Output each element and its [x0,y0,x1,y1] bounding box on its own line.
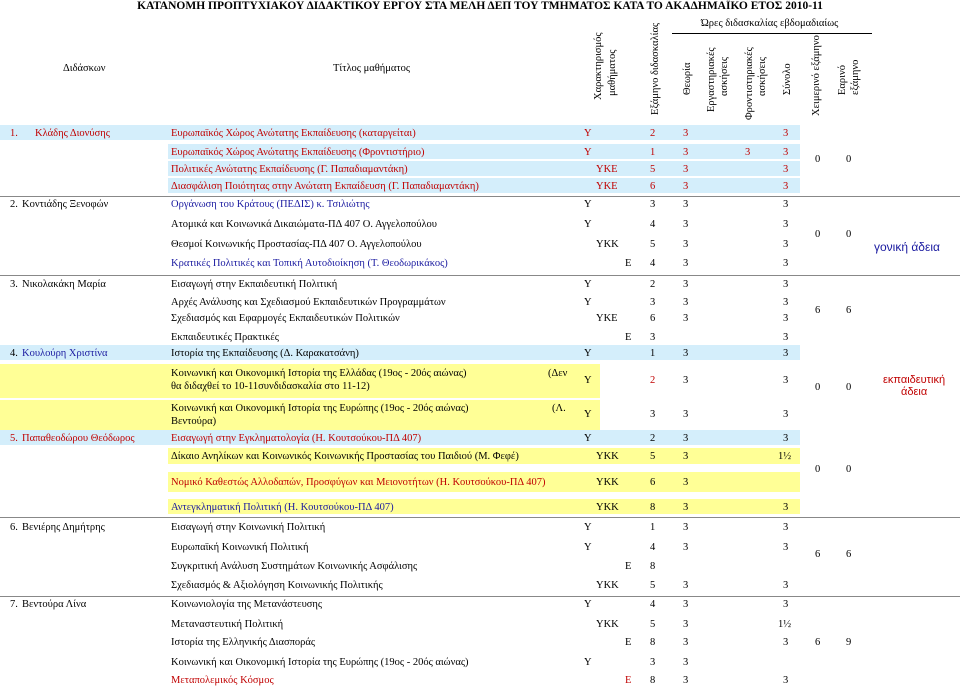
header-lab-2: ασκήσεις [719,57,730,96]
group-divider [0,275,960,276]
total-hours: 3 [783,219,789,230]
theory-hours: 3 [683,258,689,269]
instructor-name: Νικολακάκη Μαρία [22,279,106,290]
course-title-line2: θα διδαχθεί το 10-11συνδιδασκαλία στο 11-12) [171,381,370,392]
total-hours: 3 [783,239,789,250]
course-semester: 3 [650,657,656,668]
theory-hours: 3 [683,580,689,591]
theory-hours: 3 [683,433,689,444]
header-total: Σύνολο [782,63,793,95]
course-type: Υ [584,219,592,230]
theory-hours: 3 [683,409,689,420]
course-title: Σχεδιασμός & Αξιολόγηση Κοινωνικής Πολιτικής [171,580,383,591]
course-type: ΥΚΚ [596,239,619,250]
total-hours: 3 [783,332,789,343]
course-type: Υ [584,147,592,158]
course-title: Ευρωπαϊκή Κοινωνική Πολιτική [171,542,309,553]
course-type: ΥΚΕ [596,313,618,324]
course-title: Αρχές Ανάλυσης και Σχεδιασμού Εκπαιδευτικών Προγραμμάτων [171,297,446,308]
total-hours: 3 [783,279,789,290]
total-hours: 3 [783,522,789,533]
course-title: Νομικό Καθεστώς Αλλοδαπών, Προσφύγων και Μειονοτήτων (Η. Κουτσούκου-ΠΔ 407) [171,477,546,488]
leave-note-2: άδεια [901,386,928,398]
spring-total: 0 [846,464,852,475]
total-hours: 1½ [778,451,792,462]
course-type: ΥΚΚ [596,619,619,630]
spring-total: 0 [846,382,852,393]
course-semester: 6 [650,181,656,192]
theory-hours: 3 [683,657,689,668]
instructor-name: Κοντιάδης Ξενοφών [22,199,109,210]
header-instructor: Διδάσκων [63,63,106,74]
course-semester: 5 [650,164,656,175]
course-title: Κοινωνική και Οικονομική Ιστορία της Ευρώπης (19ος - 20ός αιώνας) [171,403,469,414]
leave-note: εκπαιδευτική [883,374,946,386]
theory-hours: 3 [683,199,689,210]
theory-hours: 3 [683,164,689,175]
course-title: Εισαγωγή στην Εκπαιδευτική Πολιτική [171,279,338,290]
course-title: Εισαγωγή στην Εγκληματολογία (Η. Κουτσούκου-ΠΔ 407) [171,433,422,444]
header-semester: Εξάμηνο διδασκαλίας [650,22,661,115]
course-type: Ε [625,332,632,343]
spring-total: 6 [846,305,852,316]
header-tutorial-2: ασκήσεις [757,57,768,96]
course-type: Υ [584,657,592,668]
course-semester: 3 [650,409,656,420]
course-semester: 8 [650,637,656,648]
course-semester: 5 [650,580,656,591]
total-hours: 3 [783,637,789,648]
instructor-name: Παπαθεοδώρου Θεόδωρος [22,433,135,444]
total-hours: 3 [783,502,789,513]
course-type: Υ [584,409,592,420]
theory-hours: 3 [683,522,689,533]
theory-hours: 3 [683,502,689,513]
total-hours: 3 [783,297,789,308]
course-title: Ιστορία της Ελληνικής Διασποράς [171,637,316,648]
instructor-name: Βενιέρης Δημήτρης [22,522,105,533]
group-divider [0,517,960,518]
course-type: Υ [584,348,592,359]
total-hours: 3 [783,580,789,591]
course-title: Κρατικές Πολιτικές και Τοπική Αυτοδιοίκηση (Τ. Θεοδωρικάκος) [171,258,448,269]
course-semester: 2 [650,279,656,290]
theory-hours: 3 [683,219,689,230]
row-number: 1. [10,128,18,139]
spring-total: 0 [846,229,852,240]
course-type: Ε [625,675,632,686]
course-title: Πολιτικές Ανώτατης Εκπαίδευσης (Γ. Παπαδιαμαντάκη) [171,164,408,175]
course-semester: 4 [650,542,656,553]
header-divider [672,33,872,34]
row-number: 2. [10,199,18,210]
course-semester: 2 [650,433,656,444]
header-theory: Θεωρία [682,62,693,95]
header-spring: Εαρινό [837,65,848,95]
course-semester: 2 [650,128,656,139]
course-semester: 2 [650,375,656,386]
course-title: Θεσμοί Κοινωνικής Προστασίας-ΠΔ 407 Ο. Αγγελοπούλου [171,239,422,250]
course-title: Εκπαιδευτικές Πρακτικές [171,332,279,343]
spring-total: 9 [846,637,852,648]
leave-note: γονική άδεια [874,240,940,254]
course-title-note: (Λ. [552,403,566,414]
total-hours: 3 [783,348,789,359]
course-type: Υ [584,542,592,553]
theory-hours: 3 [683,637,689,648]
row-number: 5. [10,433,18,444]
row-number: 3. [10,279,18,290]
page-title: ΚΑΤΑΝΟΜΗ ΠΡΟΠΤΥΧΙΑΚΟΥ ΔΙΔΑΚΤΙΚΟΥ ΕΡΓΟΥ ΣΤΑ ΜΕΛΗ ΔΕΠ ΤΟΥ ΤΜΗΜΑΤΟΣ ΚΑΤΑ ΤΟ ΑΚΑΔΗΜΑΪΚΟ ΕΤΟΣ 2010-11 [137,0,823,12]
course-type: Ε [625,637,632,648]
winter-total: 0 [815,382,821,393]
course-title: Κοινωνική και Οικονομική Ιστορία της Ελλάδας (19ος - 20ός αιώνας) [171,368,467,379]
instructor-name: Βεντούρα Λίνα [22,599,87,610]
tutorial-hours: 3 [745,147,751,158]
course-title: Ευρωπαϊκός Χώρος Ανώτατης Εκπαίδευσης (καταργείται) [171,128,416,139]
course-title: Εισαγωγή στην Κοινωνική Πολιτική [171,522,326,533]
course-semester: 6 [650,477,656,488]
course-type: ΥΚΚ [596,451,619,462]
course-semester: 5 [650,239,656,250]
course-type: Υ [584,279,592,290]
course-type: ΥΚΚ [596,502,619,513]
theory-hours: 3 [683,279,689,290]
total-hours: 3 [783,599,789,610]
course-title: Μεταναστευτική Πολιτική [171,619,284,630]
theory-hours: 3 [683,348,689,359]
group-divider [0,596,960,597]
course-semester: 8 [650,502,656,513]
row-number: 7. [10,599,18,610]
total-hours: 1½ [778,619,792,630]
theory-hours: 3 [683,375,689,386]
total-hours: 3 [783,128,789,139]
course-semester: 3 [650,297,656,308]
winter-total: 0 [815,464,821,475]
course-semester: 3 [650,199,656,210]
course-semester: 4 [650,258,656,269]
total-hours: 3 [783,164,789,175]
total-hours: 3 [783,313,789,324]
total-hours: 3 [783,409,789,420]
course-semester: 4 [650,219,656,230]
theory-hours: 3 [683,181,689,192]
total-hours: 3 [783,675,789,686]
course-title: Ατομικά και Κοινωνικά Δικαιώματα-ΠΔ 407 Ο. Αγγελοπούλου [171,219,437,230]
theory-hours: 3 [683,542,689,553]
course-title: Ευρωπαϊκός Χώρος Ανώτατης Εκπαίδευσης (Φροντιστήριο) [171,147,425,158]
theory-hours: 3 [683,128,689,139]
course-type: Ε [625,258,632,269]
header-spring-2: εξάμηνο [850,59,861,95]
course-type: ΥΚΚ [596,580,619,591]
header-winter: Χειμερινό εξάμηνο [811,35,822,116]
course-title: Σχεδιασμός και Εφαρμογές Εκπαιδευτικών Πολιτικών [171,313,400,324]
course-title-note: (Δεν [548,368,568,379]
spring-total: 6 [846,549,852,560]
course-type: Υ [584,522,592,533]
course-title: Συγκριτική Ανάλυση Συστημάτων Κοινωνικής Ασφάλισης [171,561,418,572]
course-title: Οργάνωση του Κράτους (ΠΕΔΙΣ) κ. Τσιλιώτης [171,199,370,210]
course-title: Διασφάλιση Ποιότητας στην Ανώτατη Εκπαίδευση (Γ. Παπαδιαμαντάκη) [171,181,479,192]
total-hours: 3 [783,375,789,386]
course-type: Υ [584,599,592,610]
total-hours: 3 [783,258,789,269]
course-semester: 1 [650,522,656,533]
course-type: Υ [584,297,592,308]
course-semester: 8 [650,675,656,686]
winter-total: 0 [815,154,821,165]
theory-hours: 3 [683,239,689,250]
row-band [0,345,800,360]
total-hours: 3 [783,147,789,158]
course-semester: 3 [650,332,656,343]
course-semester: 6 [650,313,656,324]
course-title: Αντεγκληματική Πολιτική (Η. Κουτσούκου-ΠΔ 407) [171,502,394,513]
course-title: Δίκαιο Ανηλίκων και Κοινωνικός Κοινωνικής Προστασίας του Παιδιού (Μ. Φεφέ) [171,451,519,462]
row-number: 4. [10,348,18,359]
course-semester: 5 [650,619,656,630]
course-title: Κοινωνιολογία της Μετανάστευσης [171,599,323,610]
header-course-title: Τίτλος μαθήματος [333,63,410,74]
theory-hours: 3 [683,675,689,686]
winter-total: 6 [815,549,821,560]
course-title: Κοινωνική και Οικονομική Ιστορία της Ευρώπης (19ος - 20ός αιώνας) [171,657,469,668]
course-semester: 8 [650,561,656,572]
theory-hours: 3 [683,147,689,158]
course-type: ΥΚΕ [596,181,618,192]
group-divider [0,196,960,197]
total-hours: 3 [783,199,789,210]
course-title: Ιστορία της Εκπαίδευσης (Δ. Καρακατσάνη) [171,348,359,359]
course-type: ΥΚΕ [596,164,618,175]
winter-total: 6 [815,305,821,316]
theory-hours: 3 [683,477,689,488]
course-semester: 1 [650,147,656,158]
course-title-line2: Βεντούρα) [171,416,217,427]
total-hours: 3 [783,542,789,553]
header-weekly-hours: Ώρες διδασκαλίας εβδομαδιαίως [701,18,839,29]
course-type: Υ [584,128,592,139]
instructor-name: Κλάδης Διονύσης [35,128,110,139]
winter-total: 0 [815,229,821,240]
course-type: Ε [625,561,632,572]
instructor-name: Κουλούρη Χριστίνα [22,348,108,359]
course-semester: 5 [650,451,656,462]
theory-hours: 3 [683,313,689,324]
theory-hours: 3 [683,619,689,630]
theory-hours: 3 [683,599,689,610]
total-hours: 3 [783,433,789,444]
header-character-2: μαθήματος [607,49,618,96]
header-tutorial: Φροντιστηριακές [744,47,755,120]
course-type: ΥΚΚ [596,477,619,488]
course-type: Υ [584,199,592,210]
total-hours: 3 [783,181,789,192]
winter-total: 6 [815,637,821,648]
course-semester: 4 [650,599,656,610]
row-number: 6. [10,522,18,533]
theory-hours: 3 [683,297,689,308]
header-lab: Εργαστηριακές [706,47,717,112]
spring-total: 0 [846,154,852,165]
course-title: Μεταπολεμικός Κόσμος [171,675,274,686]
course-type: Υ [584,375,592,386]
header-character: Χαρακτηρισμός [593,32,604,100]
course-semester: 1 [650,348,656,359]
theory-hours: 3 [683,451,689,462]
course-type: Υ [584,433,592,444]
